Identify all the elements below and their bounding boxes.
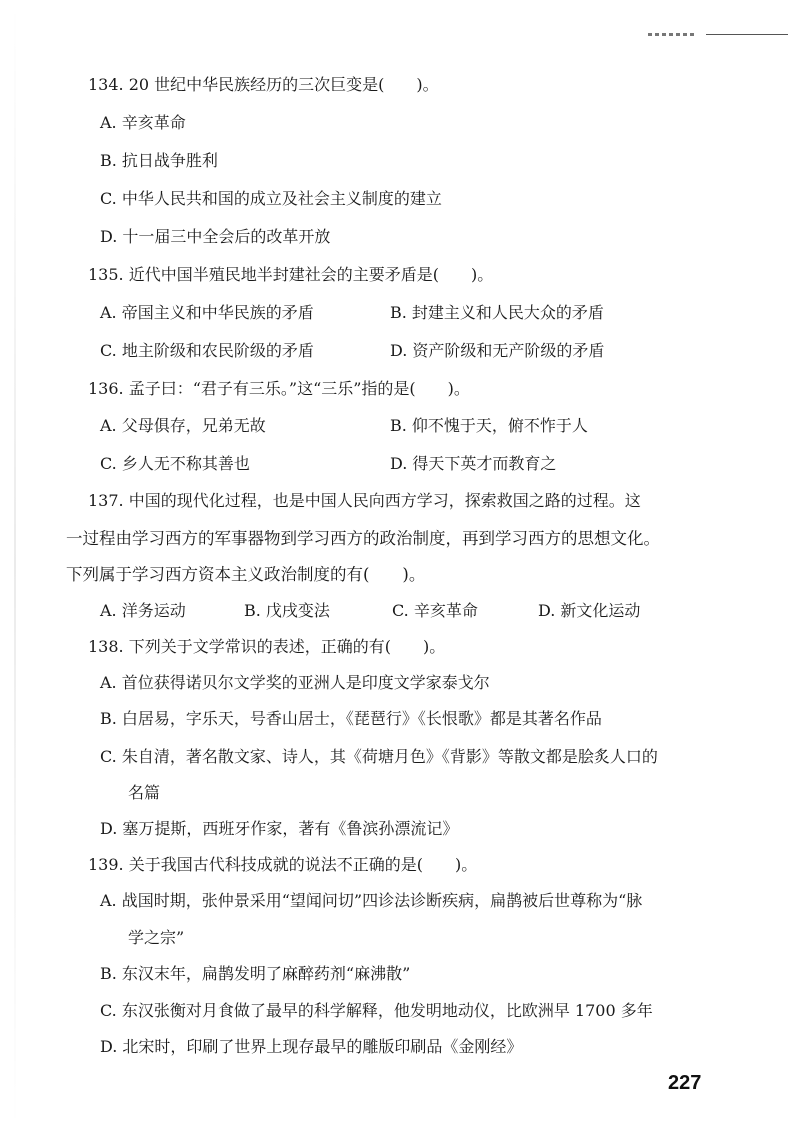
question-135-option-d: D. 资产阶级和无产阶级的矛盾 [390, 341, 605, 360]
question-138-option-c-line-2: 名篇 [128, 783, 161, 802]
question-138-option-c-line-1: C. 朱自清，著名散文家、诗人，其《荷塘月色》《背影》等散文都是脍炙人口的 [100, 747, 658, 766]
header-rule [648, 30, 788, 40]
question-136-stem: 136. 孟子曰：“君子有三乐。”这“三乐”指的是( )。 [88, 379, 470, 398]
question-134-option-a: A. 辛亥革命 [100, 113, 186, 132]
question-134-stem: 134. 20 世纪中华民族经历的三次巨变是( )。 [88, 75, 439, 94]
question-139-stem: 139. 关于我国古代科技成就的说法不正确的是( )。 [88, 855, 478, 874]
question-139-option-d: D. 北宋时，印刷了世界上现存最早的雕版印刷品《金刚经》 [100, 1037, 523, 1056]
page-edge-shadow [14, 0, 16, 1132]
question-136-option-d: D. 得天下英才而教育之 [390, 454, 557, 473]
question-136-option-b: B. 仰不愧于天，俯不怍于人 [390, 416, 588, 435]
header-dots [648, 33, 696, 36]
question-137-line-1: 137. 中国的现代化过程，也是中国人民向西方学习，探索救国之路的过程。这 [88, 491, 641, 510]
question-135-option-b: B. 封建主义和人民大众的矛盾 [390, 303, 604, 322]
question-137-option-b: B. 戊戌变法 [244, 601, 330, 620]
question-137-option-a: A. 洋务运动 [100, 601, 186, 620]
question-137-line-3: 下列属于学习西方资本主义政治制度的有( )。 [66, 565, 426, 584]
question-136-option-c: C. 乡人无不称其善也 [100, 454, 250, 473]
question-139-option-a-line-2: 学之宗” [128, 928, 185, 947]
question-134-option-b: B. 抗日战争胜利 [100, 151, 218, 170]
question-135-option-c: C. 地主阶级和农民阶级的矛盾 [100, 341, 314, 360]
question-138-option-d: D. 塞万提斯，西班牙作家，著有《鲁滨孙漂流记》 [100, 819, 459, 838]
page-number: 227 [668, 1072, 702, 1094]
question-138-stem: 138. 下列关于文学常识的表述，正确的有( )。 [88, 637, 446, 656]
question-137-option-c: C. 辛亥革命 [392, 601, 478, 620]
question-138-option-a: A. 首位获得诺贝尔文学奖的亚洲人是印度文学家泰戈尔 [100, 673, 490, 692]
question-135-option-a: A. 帝国主义和中华民族的矛盾 [100, 303, 314, 322]
question-134-option-c: C. 中华人民共和国的成立及社会主义制度的建立 [100, 189, 442, 208]
question-136-option-a: A. 父母俱存，兄弟无故 [100, 416, 266, 435]
question-138-option-b: B. 白居易，字乐天，号香山居士，《琵琶行》《长恨歌》都是其著名作品 [100, 709, 602, 728]
question-134-option-d: D. 十一届三中全会后的改革开放 [100, 227, 331, 246]
header-line [706, 34, 788, 35]
question-139-option-c: C. 东汉张衡对月食做了最早的科学解释，他发明地动仪，比欧洲早 1700 多年 [100, 1001, 653, 1020]
question-137-option-d: D. 新文化运动 [538, 601, 641, 620]
question-137-line-2: 一过程由学习西方的军事器物到学习西方的政治制度，再到学习西方的思想文化。 [66, 529, 660, 548]
question-139-option-a-line-1: A. 战国时期，张仲景采用“望闻问切”四诊法诊断疾病，扁鹊被后世尊称为“脉 [100, 891, 643, 910]
question-139-option-b: B. 东汉末年，扁鹊发明了麻醉药剂“麻沸散” [100, 964, 411, 983]
question-135-stem: 135. 近代中国半殖民地半封建社会的主要矛盾是( )。 [88, 265, 494, 284]
